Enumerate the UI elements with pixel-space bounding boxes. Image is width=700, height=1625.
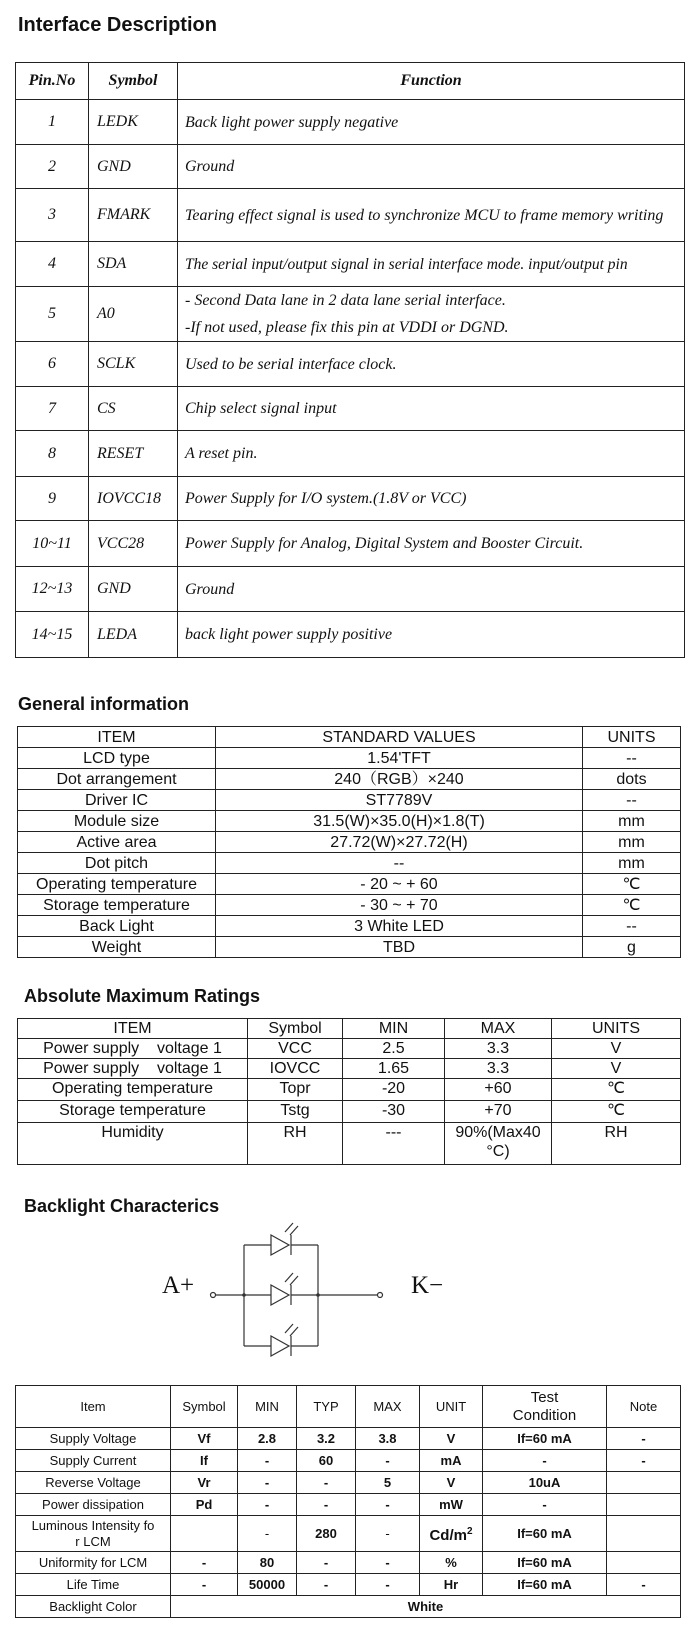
value-cell: - 20 ~ + 60 xyxy=(216,874,583,895)
value-cell: 27.72(W)×27.72(H) xyxy=(216,832,583,853)
symbol-cell: If xyxy=(171,1450,238,1472)
item-cell: Uniformity for LCM xyxy=(16,1552,171,1574)
header-symbol: Symbol xyxy=(89,63,178,100)
unit-cell: ℃ xyxy=(583,895,681,916)
pin-function-line: -If not used, please fix this pin at VDDI or DGND. xyxy=(185,319,509,336)
header-unit: UNIT xyxy=(420,1386,483,1428)
header-item: Item xyxy=(16,1386,171,1428)
value-cell: ST7789V xyxy=(216,790,583,811)
max-cell xyxy=(445,1123,552,1165)
pin-no: 7 xyxy=(16,387,89,431)
unit-cell: V xyxy=(420,1428,483,1450)
value-cell: TBD xyxy=(216,937,583,958)
note-cell xyxy=(607,1472,681,1494)
pin-symbol: RESET xyxy=(89,431,178,477)
pin-symbol: LEDA xyxy=(89,612,178,658)
table-row xyxy=(18,1059,681,1079)
table-row xyxy=(18,895,681,916)
cathode-label: K− xyxy=(411,1272,444,1299)
interface-title: Interface Description xyxy=(18,14,217,36)
table-row xyxy=(16,431,685,477)
value-cell: 3 White LED xyxy=(216,916,583,937)
item-cell: Storage temperature xyxy=(18,895,216,916)
general-info-table xyxy=(17,726,681,958)
unit-cell: mm xyxy=(583,811,681,832)
item-cell: Dot arrangement xyxy=(18,769,216,790)
typ-cell: - xyxy=(297,1472,356,1494)
led-top-icon xyxy=(271,1223,298,1255)
table-row xyxy=(16,387,685,431)
pin-symbol: LEDK xyxy=(89,100,178,145)
item-cell: Weight xyxy=(18,937,216,958)
item-line: r LCM xyxy=(75,1533,111,1549)
unit-cell: mm xyxy=(583,853,681,874)
table-header-row xyxy=(18,727,681,748)
max-cell: +70 xyxy=(445,1101,552,1123)
value-cell: 1.54'TFT xyxy=(216,748,583,769)
table-row xyxy=(16,1428,681,1450)
max-cell: - xyxy=(356,1552,420,1574)
test-cell: If=60 mA xyxy=(483,1516,607,1552)
header-test-line: Condition xyxy=(512,1406,577,1424)
pin-function: Ground xyxy=(178,145,685,189)
note-cell: - xyxy=(607,1428,681,1450)
item-cell: Supply Voltage xyxy=(16,1428,171,1450)
test-cell: - xyxy=(483,1450,607,1472)
header-max: MAX xyxy=(445,1019,552,1039)
note-cell: - xyxy=(607,1574,681,1596)
symbol-cell: VCC xyxy=(248,1039,343,1059)
unit-text: Cd/m xyxy=(429,1526,467,1544)
item-cell: Power supply voltage 1 xyxy=(18,1039,248,1059)
absolute-ratings-table xyxy=(17,1018,681,1165)
max-cell: 3.3 xyxy=(445,1039,552,1059)
unit-cell: mm xyxy=(583,832,681,853)
typ-cell: 60 xyxy=(297,1450,356,1472)
header-units: UNITS xyxy=(552,1019,681,1039)
unit-cell: -- xyxy=(583,916,681,937)
unit-cell: ℃ xyxy=(552,1079,681,1101)
anode-label: A+ xyxy=(162,1272,195,1299)
unit-cell: Hr xyxy=(420,1574,483,1596)
item-cell: Dot pitch xyxy=(18,853,216,874)
item-cell: Life Time xyxy=(16,1574,171,1596)
pin-function: Back light power supply negative xyxy=(178,100,685,145)
table-row xyxy=(18,811,681,832)
pin-no: 2 xyxy=(16,145,89,189)
table-row xyxy=(16,612,685,658)
max-cell: 5 xyxy=(356,1472,420,1494)
test-cell: - xyxy=(483,1494,607,1516)
unit-cell: dots xyxy=(583,769,681,790)
value-cell: 31.5(W)×35.0(H)×1.8(T) xyxy=(216,811,583,832)
header-test-line: Test xyxy=(530,1388,559,1406)
header-note: Note xyxy=(607,1386,681,1428)
min-cell: -20 xyxy=(343,1079,445,1101)
note-cell: - xyxy=(607,1450,681,1472)
symbol-cell: Pd xyxy=(171,1494,238,1516)
pin-function: Power Supply for I/O system.(1.8V or VCC) xyxy=(178,477,685,521)
pin-no: 10~11 xyxy=(16,521,89,567)
item-cell: Reverse Voltage xyxy=(16,1472,171,1494)
header-min: MIN xyxy=(343,1019,445,1039)
note-cell xyxy=(607,1516,681,1552)
table-row xyxy=(18,769,681,790)
table-row xyxy=(16,477,685,521)
min-cell: 50000 xyxy=(238,1574,297,1596)
symbol-cell xyxy=(171,1516,238,1552)
table-row xyxy=(18,790,681,811)
header-units: UNITS xyxy=(583,727,681,748)
item-cell xyxy=(16,1516,171,1552)
pin-function: Used to be serial interface clock. xyxy=(178,342,685,387)
table-row xyxy=(18,853,681,874)
header-symbol: Symbol xyxy=(171,1386,238,1428)
header-pin: Pin.No xyxy=(16,63,89,100)
item-cell: Active area xyxy=(18,832,216,853)
table-row xyxy=(18,1123,681,1165)
max-cell: 3.8 xyxy=(356,1428,420,1450)
table-row xyxy=(16,1494,681,1516)
min-cell: 1.65 xyxy=(343,1059,445,1079)
symbol-cell: Topr xyxy=(248,1079,343,1101)
header-max: MAX xyxy=(356,1386,420,1428)
note-cell xyxy=(607,1494,681,1516)
value-cell: - 30 ~ + 70 xyxy=(216,895,583,916)
item-cell: Back Light xyxy=(18,916,216,937)
item-cell: Power supply voltage 1 xyxy=(18,1059,248,1079)
min-cell: 2.8 xyxy=(238,1428,297,1450)
pin-function xyxy=(178,287,685,342)
max-cell: - xyxy=(356,1574,420,1596)
min-cell: - xyxy=(238,1494,297,1516)
table-header-row xyxy=(16,1386,681,1428)
pin-symbol: GND xyxy=(89,145,178,189)
table-row xyxy=(16,287,685,342)
item-cell: Supply Current xyxy=(16,1450,171,1472)
pin-no: 5 xyxy=(16,287,89,342)
typ-cell: - xyxy=(297,1574,356,1596)
symbol-cell: - xyxy=(171,1574,238,1596)
value-cell: 240（RGB）×240 xyxy=(216,769,583,790)
item-cell: Humidity xyxy=(18,1123,248,1165)
pin-no: 6 xyxy=(16,342,89,387)
pin-function: Power Supply for Analog, Digital System and Booster Circuit. xyxy=(178,521,685,567)
table-row xyxy=(18,748,681,769)
led-middle-icon xyxy=(271,1273,298,1305)
header-standard-values: STANDARD VALUES xyxy=(216,727,583,748)
min-cell: 80 xyxy=(238,1552,297,1574)
backlight-table xyxy=(15,1385,681,1618)
pin-no: 8 xyxy=(16,431,89,477)
symbol-cell: Tstg xyxy=(248,1101,343,1123)
color-value-cell: White xyxy=(171,1596,681,1618)
symbol-cell: IOVCC xyxy=(248,1059,343,1079)
max-cell-line: °C) xyxy=(486,1143,510,1160)
unit-cell: mA xyxy=(420,1450,483,1472)
backlight-title: Backlight Characterics xyxy=(24,1196,220,1216)
typ-cell: 280 xyxy=(297,1516,356,1552)
pin-no: 4 xyxy=(16,242,89,287)
pin-symbol: SDA xyxy=(89,242,178,287)
table-row xyxy=(16,342,685,387)
unit-cell: ℃ xyxy=(552,1101,681,1123)
header-item: ITEM xyxy=(18,1019,248,1039)
item-line: Luminous Intensity fo xyxy=(31,1517,155,1533)
typ-cell: 3.2 xyxy=(297,1428,356,1450)
max-cell: - xyxy=(356,1516,420,1552)
table-row xyxy=(16,567,685,612)
symbol-cell: - xyxy=(171,1552,238,1574)
header-item: ITEM xyxy=(18,727,216,748)
value-cell: -- xyxy=(216,853,583,874)
pin-no: 9 xyxy=(16,477,89,521)
pin-no: 14~15 xyxy=(16,612,89,658)
header-test-condition xyxy=(483,1386,607,1428)
max-cell: +60 xyxy=(445,1079,552,1101)
pin-function-line: - Second Data lane in 2 data lane serial interface. xyxy=(185,292,506,309)
table-row xyxy=(16,1596,681,1618)
table-row xyxy=(18,1079,681,1101)
pin-no: 3 xyxy=(16,189,89,242)
table-row xyxy=(18,832,681,853)
unit-cell: % xyxy=(420,1552,483,1574)
pin-function: A reset pin. xyxy=(178,431,685,477)
item-cell: Storage temperature xyxy=(18,1101,248,1123)
header-function: Function xyxy=(178,63,685,100)
pin-no: 12~13 xyxy=(16,567,89,612)
pin-function: back light power supply positive xyxy=(178,612,685,658)
header-typ: TYP xyxy=(297,1386,356,1428)
unit-cell: mW xyxy=(420,1494,483,1516)
pin-symbol: A0 xyxy=(89,287,178,342)
unit-cell: ℃ xyxy=(583,874,681,895)
item-cell: Driver IC xyxy=(18,790,216,811)
general-title: General information xyxy=(18,694,190,714)
pin-function: Ground xyxy=(178,567,685,612)
unit-cell: g xyxy=(583,937,681,958)
backlight-circuit-diagram xyxy=(155,1222,455,1357)
color-label-cell: Backlight Color xyxy=(16,1596,171,1618)
note-cell xyxy=(607,1552,681,1574)
table-row xyxy=(18,937,681,958)
item-cell: Operating temperature xyxy=(18,874,216,895)
unit-cell xyxy=(420,1516,483,1552)
min-cell: - xyxy=(238,1450,297,1472)
table-row xyxy=(16,100,685,145)
table-row xyxy=(16,1574,681,1596)
item-cell: Operating temperature xyxy=(18,1079,248,1101)
max-cell: - xyxy=(356,1450,420,1472)
min-cell: 2.5 xyxy=(343,1039,445,1059)
interface-table xyxy=(15,62,685,658)
pin-symbol: FMARK xyxy=(89,189,178,242)
item-cell: Power dissipation xyxy=(16,1494,171,1516)
table-row xyxy=(18,1039,681,1059)
symbol-cell: RH xyxy=(248,1123,343,1165)
table-row xyxy=(16,1472,681,1494)
table-row xyxy=(16,1516,681,1552)
table-row xyxy=(18,1101,681,1123)
table-row xyxy=(18,874,681,895)
led-bottom-icon xyxy=(271,1324,298,1356)
pin-symbol: SCLK xyxy=(89,342,178,387)
max-cell: 3.3 xyxy=(445,1059,552,1079)
min-cell: - xyxy=(238,1472,297,1494)
pin-symbol: VCC28 xyxy=(89,521,178,567)
min-cell: - xyxy=(238,1516,297,1552)
typ-cell: - xyxy=(297,1494,356,1516)
item-cell: Module size xyxy=(18,811,216,832)
pin-function: Chip select signal input xyxy=(178,387,685,431)
pin-symbol: IOVCC18 xyxy=(89,477,178,521)
header-min: MIN xyxy=(238,1386,297,1428)
table-row xyxy=(16,189,685,242)
table-row xyxy=(16,145,685,189)
test-cell: 10uA xyxy=(483,1472,607,1494)
min-cell: --- xyxy=(343,1123,445,1165)
unit-cell: V xyxy=(552,1059,681,1079)
table-row xyxy=(16,521,685,567)
table-row xyxy=(16,1552,681,1574)
max-cell: - xyxy=(356,1494,420,1516)
min-cell: -30 xyxy=(343,1101,445,1123)
item-cell: LCD type xyxy=(18,748,216,769)
table-row xyxy=(16,1450,681,1472)
led-circuit xyxy=(155,1222,455,1357)
symbol-cell: Vf xyxy=(171,1428,238,1450)
test-cell: If=60 mA xyxy=(483,1574,607,1596)
symbol-cell: Vr xyxy=(171,1472,238,1494)
table-header-row xyxy=(18,1019,681,1039)
unit-cell: V xyxy=(552,1039,681,1059)
unit-cell: RH xyxy=(552,1123,681,1165)
absolute-title: Absolute Maximum Ratings xyxy=(24,986,261,1006)
test-cell: If=60 mA xyxy=(483,1428,607,1450)
pin-no: 1 xyxy=(16,100,89,145)
test-cell: If=60 mA xyxy=(483,1552,607,1574)
pin-function: The serial input/output signal in serial interface mode. input/output pin xyxy=(178,242,685,287)
pin-function: Tearing effect signal is used to synchronize MCU to frame memory writing xyxy=(178,189,685,242)
unit-cell: V xyxy=(420,1472,483,1494)
unit-superscript: 2 xyxy=(466,1525,473,1537)
unit-cell: -- xyxy=(583,790,681,811)
header-symbol: Symbol xyxy=(248,1019,343,1039)
max-cell-line: 90%(Max40 xyxy=(455,1124,541,1141)
typ-cell: - xyxy=(297,1552,356,1574)
pin-symbol: CS xyxy=(89,387,178,431)
table-row xyxy=(16,242,685,287)
table-row xyxy=(18,916,681,937)
unit-cell: -- xyxy=(583,748,681,769)
pin-symbol: GND xyxy=(89,567,178,612)
